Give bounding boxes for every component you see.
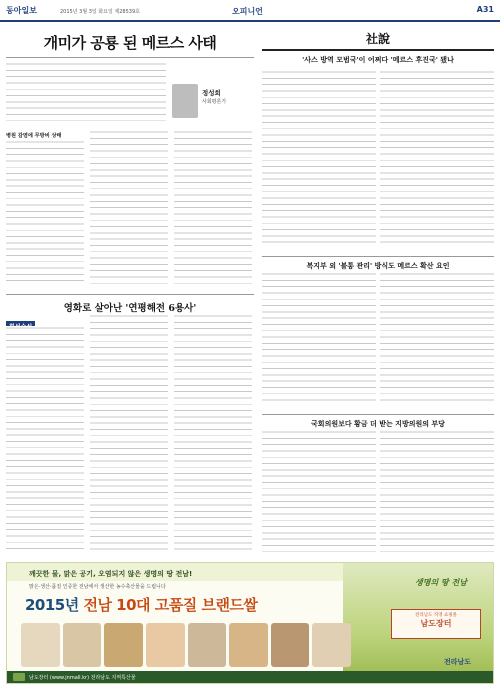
editorial-headline-2: 복지부 외 '불통 관리' 방식도 메르스 확산 요인	[262, 256, 494, 271]
sub-article	[6, 290, 254, 314]
ad-subline: 맑은·생산·품질 인증한 전남에서 생산한 농수축산물을 드립니다	[29, 584, 166, 590]
rice-product-image	[271, 623, 310, 667]
body-text-4	[174, 130, 252, 286]
body-text-3	[90, 130, 168, 286]
editorial-text-2	[380, 70, 494, 248]
body-subhead: 병원 감염에 무방비 상태	[6, 133, 62, 139]
body-text-2	[6, 140, 84, 286]
rice-product-image	[21, 623, 60, 667]
editorial-text-1	[262, 70, 376, 248]
sub-text-1	[6, 326, 84, 554]
sub-text-2	[90, 314, 168, 554]
ad-products-row	[21, 623, 351, 667]
ad-mall-line1: 전라남도 직영 쇼핑몰	[415, 613, 457, 618]
editorial-headline-1: '사스 방역 모범국'이 어쩌다 '메르스 후진국' 됐나	[302, 56, 454, 64]
editorial-text-4	[380, 272, 494, 404]
left-column	[6, 26, 254, 556]
ad-province-logo: 전라남도	[443, 658, 471, 666]
editorial-text-6	[380, 430, 494, 554]
rice-product-image	[312, 623, 351, 667]
author-byline	[172, 84, 252, 126]
rice-product-image	[229, 623, 268, 667]
author-title: 사회평론가	[202, 99, 227, 105]
advertisement-banner[interactable]	[6, 562, 494, 684]
ad-mall-line2: 남도장터	[420, 619, 452, 628]
editorial-text-5	[262, 430, 376, 554]
page-header	[0, 0, 500, 22]
newspaper-logo: 동아일보	[6, 5, 37, 15]
rice-product-image	[188, 623, 227, 667]
ad-mall-box[interactable]	[391, 609, 481, 639]
sub-text-3	[174, 314, 252, 554]
body-text-1	[6, 62, 166, 124]
editorial-text-3	[262, 272, 376, 404]
ad-headline-highlight: 전남 10대 고품질 브랜드쌀	[83, 596, 258, 614]
editorial-headline-3: 국회의원보다 황금 더 받는 지방의원의 부당	[262, 414, 494, 429]
rice-product-image	[104, 623, 143, 667]
right-column	[262, 26, 494, 556]
rice-product-image	[63, 623, 102, 667]
section-title: 오피니언	[232, 7, 263, 16]
ad-footer-text[interactable]: 남도장터 (www.jnmall.kr) 전라남도 지역특산물	[29, 675, 136, 681]
ad-headline	[25, 594, 257, 615]
ad-headline-year: 2015년	[25, 596, 84, 614]
editorial-badge: 社說	[262, 26, 494, 51]
mall-logo-icon	[13, 673, 25, 681]
issue-date: 2015년 3월 3일 화요일 제28539호	[60, 9, 140, 15]
sub-article-title: 영화로 살아난 '연평해전 6용사'	[6, 294, 254, 314]
author-photo	[172, 84, 198, 118]
ad-tagline: 깨끗한 물, 맑은 공기, 오염되지 않은 생명의 땅 전남!	[29, 570, 193, 578]
author-name: 정성희	[202, 89, 221, 97]
ad-slogan: 생명의 땅 전남	[415, 578, 467, 587]
rice-product-image	[146, 623, 185, 667]
page-number: A31	[476, 5, 494, 14]
column-headline: 개미가 공룡 된 메르스 사태	[6, 26, 254, 58]
